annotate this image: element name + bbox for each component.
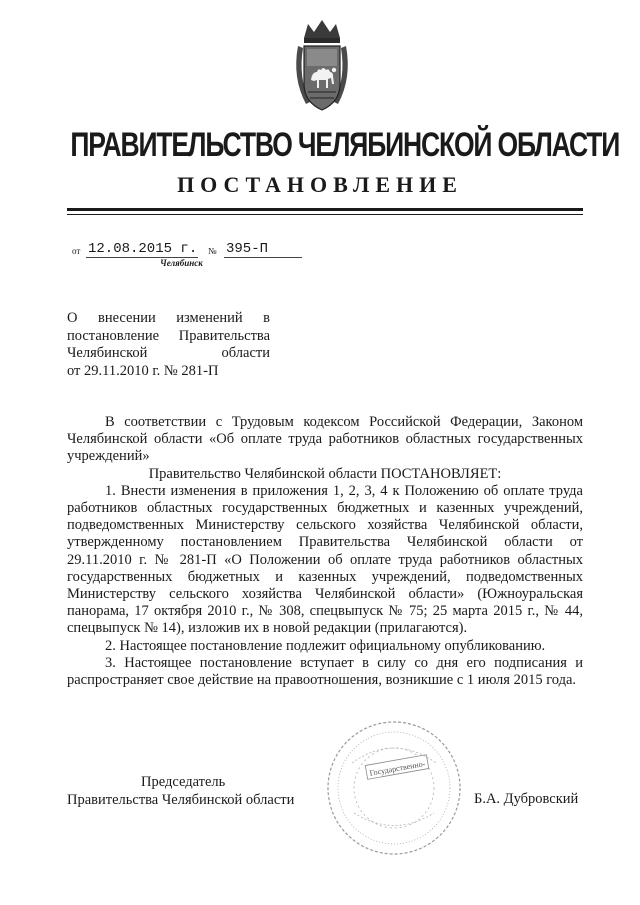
date-prefix: от <box>72 246 81 256</box>
body-paragraph-item-1: 1. Внести изменения в приложения 1, 2, 3, 4 к Положению об оплате труда работников областных государственных бюджетных и казенных учреждений, подведомственных Министерству сельского хозяйства Челябинской области, утвержденному постановлением Правительства Челябинской области от 29.11.2010 г. № 281-П «О Положении об оплате труда работников областных государственных бюджетных и казенных учреждений, подведомственных Министерству сельского хозяйства Челябинской области» (Южноуральская панорама, 17 октября 2010 г., № 308, спецвыпуск № 75; 25 марта 2015 г., № 44, спецвыпуск № 14), изложив их в новой редакции (прилагаются). <box>67 482 583 637</box>
number-prefix: № <box>208 246 217 256</box>
official-stamp-icon <box>324 718 464 858</box>
subject-line: О внесении изменений в <box>67 310 270 326</box>
document-type: ПОСТАНОВЛЕНИЕ <box>177 172 463 197</box>
document-number: 395-П <box>224 241 302 258</box>
city-label: Челябинск <box>160 258 203 268</box>
body-paragraph-item-2: 2. Настоящее постановление подлежит официальному опубликованию. <box>105 637 546 654</box>
signatory-name: Б.А. Дубровский <box>474 791 579 807</box>
subject-line: постановление Правительства <box>67 327 270 344</box>
organization-title: ПРАВИТЕЛЬСТВО ЧЕЛЯБИНСКОЙ ОБЛАСТИ <box>70 126 620 164</box>
signatory-title <box>67 773 307 809</box>
document-date: 12.08.2015 г. <box>88 241 198 257</box>
body-paragraph-item-3: 3. Настоящее постановление вступает в силу со дня его подписания и распространяет свое действие на правоотношения, возникшие с 1 июля 2015 года. <box>67 654 583 689</box>
body-paragraph-resolves: Правительство Челябинской области ПОСТАНОВЛЯЕТ: <box>148 465 502 482</box>
chelyabinsk-coat-of-arms-icon <box>290 18 354 114</box>
signatory-title-line1: Председатель <box>141 774 226 790</box>
header-divider-thin <box>67 214 583 215</box>
document-body <box>67 414 583 689</box>
signatory-title-line2: Правительства Челябинской области <box>67 792 295 808</box>
subject-line: от 29.11.2010 г. № 281-П <box>67 362 219 379</box>
subject-line: Челябинской области <box>67 345 270 361</box>
seal-text: Государственно- <box>368 759 426 778</box>
body-paragraph-preamble: В соответствии с Трудовым кодексом Российской Федерации, Законом Челябинской области «Об оплате труда работников областных государственных учреждений» <box>67 414 583 465</box>
document-subject <box>67 310 270 380</box>
header-divider-thick <box>67 208 583 211</box>
